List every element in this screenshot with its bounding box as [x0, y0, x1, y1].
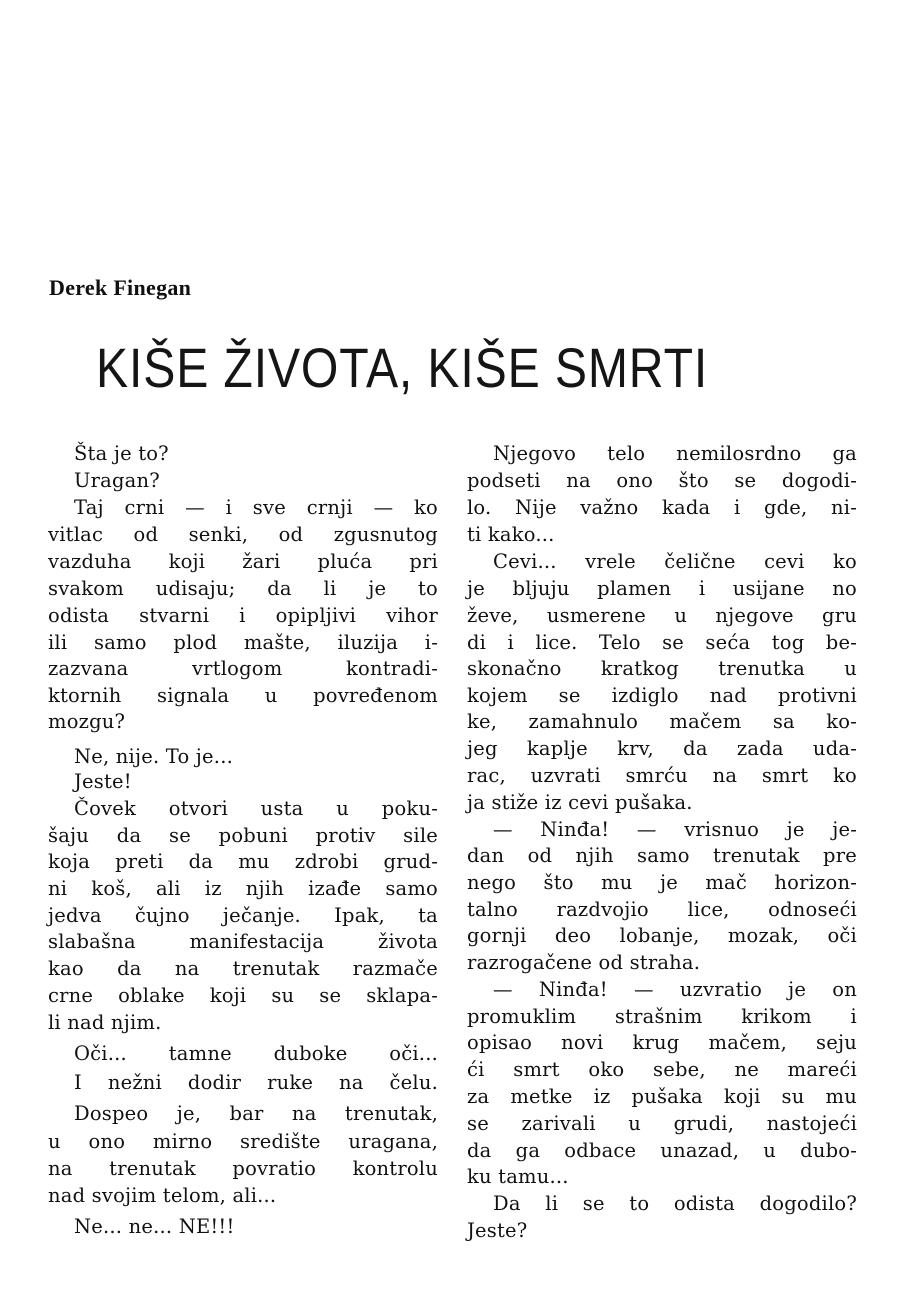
text-line: dan od njih samo trenutak pre	[467, 844, 857, 867]
text-line: Šta je to?	[74, 442, 169, 465]
text-line: Ne... ne... NE!!!	[74, 1215, 235, 1238]
text-line: odista stvarni i opipljivi vihor	[48, 604, 438, 627]
text-line: na trenutak povratio kontrolu	[48, 1157, 438, 1180]
text-line: Njegovo telo nemilosrdno ga	[493, 442, 857, 465]
text-line: Cevi... vrele čelične cevi ko	[493, 550, 857, 573]
text-line: — Ninđa! — uzvratio je on	[493, 978, 857, 1001]
text-line: Jeste!	[74, 770, 132, 793]
text-line: zazvana vrtlogom kontradi-	[48, 657, 438, 680]
text-line: gornji deo lobanje, mozak, oči	[467, 924, 857, 947]
text-line: razrogačene od straha.	[467, 951, 701, 974]
story-title: KIŠE ŽIVOTA, KIŠE SMRTI	[96, 336, 709, 399]
text-line: Čovek otvori usta u poku-	[74, 797, 438, 820]
text-line: svakom udisaju; da li je to	[48, 577, 438, 600]
text-line: talno razdvojio lice, odnoseći	[467, 898, 857, 921]
text-line: I nežni dodir ruke na čelu.	[74, 1071, 438, 1094]
text-line: ja stiže iz cevi pušaka.	[467, 791, 693, 814]
text-line: jeg kaplje krv, da zada uda-	[467, 737, 857, 760]
text-line: skonačno kratkog trenutka u	[467, 657, 857, 680]
text-line: Uragan?	[74, 469, 160, 492]
text-line: li nad njim.	[48, 1011, 162, 1034]
text-line: kao da na trenutak razmače	[48, 957, 438, 980]
text-line: podseti na ono što se dogodi-	[467, 469, 857, 492]
text-line: Jeste?	[467, 1219, 528, 1242]
text-line: šaju da se pobuni protiv sile	[48, 824, 438, 847]
text-line: ževe, usmerene u njegove gru	[467, 604, 857, 627]
text-line: koja preti da mu zdrobi grud-	[48, 850, 438, 873]
text-line: Taj crni — i sve crnji — ko	[74, 496, 438, 519]
text-line: jedva čujno ječanje. Ipak, ta	[48, 904, 438, 927]
text-line: — Ninđa! — vrisnuo je je-	[493, 818, 857, 841]
text-line: da ga odbace unazad, u dubo-	[467, 1139, 857, 1162]
text-line: lo. Nije važno kada i gde, ni-	[467, 496, 857, 519]
text-line: ku tamu...	[467, 1165, 569, 1188]
text-line: se zarivali u grudi, nastojeći	[467, 1112, 857, 1135]
text-line: ke, zamahnulo mačem sa ko-	[467, 710, 857, 733]
text-line: vazduha koji žari pluća pri	[48, 550, 438, 573]
text-line: slabašna manifestacija života	[48, 930, 438, 953]
text-line: Oči... tamne duboke oči...	[74, 1042, 438, 1065]
text-line: nego što mu je mač horizon-	[467, 871, 857, 894]
text-line: Dospeo je, bar na trenutak,	[74, 1102, 438, 1125]
author-name: Derek Finegan	[49, 275, 192, 300]
text-line: kojem se izdiglo nad protivni	[467, 684, 857, 707]
text-line: ti kako...	[467, 523, 555, 546]
text-line: je bljuju plamen i usijane no	[467, 577, 857, 600]
text-line: za metke iz pušaka koji su mu	[467, 1085, 857, 1108]
text-line: di i lice. Telo se seća tog be-	[467, 631, 857, 654]
text-line: ili samo plod mašte, iluzija i-	[48, 631, 438, 654]
text-line: ni koš, ali iz njih izađe samo	[48, 877, 438, 900]
text-line: u ono mirno središte uragana,	[48, 1130, 438, 1153]
text-line: ktornih signala u povređenom	[48, 684, 438, 707]
text-line: mozgu?	[48, 710, 126, 733]
text-line: Da li se to odista dogodilo?	[493, 1192, 857, 1215]
text-line: ći smrt oko sebe, ne mareći	[467, 1058, 857, 1081]
text-line: Ne, nije. To je...	[74, 745, 233, 768]
text-line: crne oblake koji su se sklapa-	[48, 984, 438, 1007]
text-line: vitlac od senki, od zgusnutog	[48, 523, 438, 546]
text-line: opisao novi krug mačem, seju	[467, 1031, 857, 1054]
text-line: nad svojim telom, ali...	[48, 1184, 277, 1207]
text-line: promuklim strašnim krikom i	[467, 1005, 857, 1028]
text-line: rac, uzvrati smrću na smrt ko	[467, 764, 857, 787]
